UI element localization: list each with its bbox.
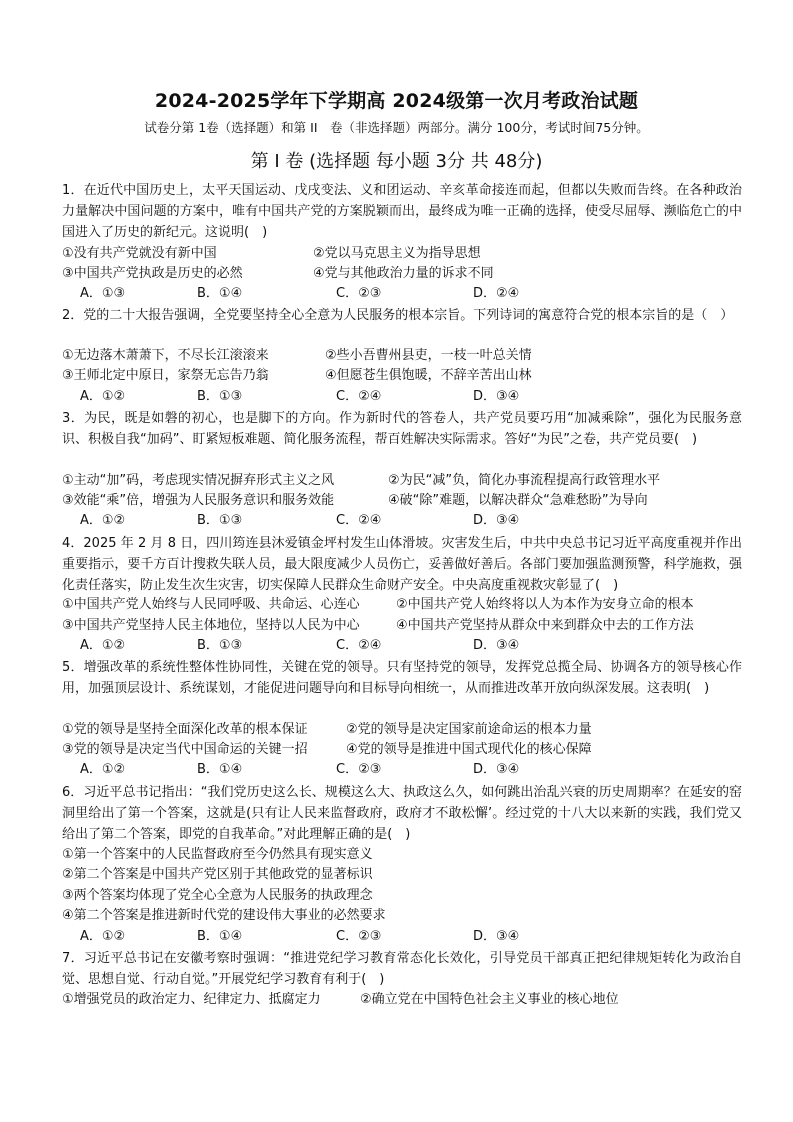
question-7-option: ②确立党在中国特色社会主义事业的核心地位 xyxy=(360,992,619,1007)
question-5-stem: 5．增强改革的系统性整体性协同性，关键在党的领导。只有坚持党的领导，发挥党总揽全局、协调各方的领导核心作用，加强顶层设计、系统谋划，才能促进问题导向和目标导向相统一，从而推进改革开放向纵深发展。这表明( ) xyxy=(62,660,742,696)
question-6-stem: 6．习近平总书记指出：“我们党历史这么长、规模这么大、执政这么久，如何跳出治乱兴衰的历史周期率？在延安的窑洞里给出了第一个答案，这就是(只有让人民来监督政府，政府才不敢松懈’。经过党的十八大以来新的实践，我们党又给出了第二个答案，即党的自我革命。”对此理解正确的是( ) xyxy=(62,785,742,842)
question-4-answer-b[interactable]: B．①③ xyxy=(197,638,243,653)
question-6-option: ③两个答案均体现了党全心全意为人民服务的执政理念 xyxy=(62,888,373,903)
question-4-option: ①中国共产党人始终与人民同呼吸、共命运、心连心 xyxy=(62,597,360,612)
question-2-answer-c[interactable]: C．②④ xyxy=(336,389,382,404)
question-6-answer-b[interactable]: B．①④ xyxy=(197,929,243,944)
question-3-option: ②为民“减”负，简化办事流程提高行政管理水平 xyxy=(388,473,661,488)
question-2-answer-b[interactable]: B．①③ xyxy=(197,389,243,404)
section-heading: 第 I 卷 (选择题 每小题 3分 共 48分) xyxy=(250,151,543,172)
question-2-answer-a[interactable]: A．①② xyxy=(80,389,126,404)
question-7-option: ①增强党员的政治定力、纪律定力、抵腐定力 xyxy=(62,992,321,1007)
question-7-stem: 7．习近平总书记在安徽考察时强调：“推进党纪学习教育常态化长效化，引导党员干部真正把纪律规矩转化为政治自觉、思想自觉、行动自觉。”开展党纪学习教育有利于( ) xyxy=(62,951,742,987)
question-1-answer-c[interactable]: C．②③ xyxy=(336,286,382,301)
question-3-option: ③效能“乘”倍，增强为人民服务意识和服务效能 xyxy=(62,493,335,508)
question-5-answer-d[interactable]: D．③④ xyxy=(473,762,520,777)
question-2-answer-d[interactable]: D．③④ xyxy=(473,389,520,404)
question-4-option: ③中国共产党坚持人民主体地位，坚持以人民为中心 xyxy=(62,618,360,633)
question-1-option: ④党与其他政治力量的诉求不同 xyxy=(313,266,494,281)
question-5-answer-b[interactable]: B．①④ xyxy=(197,762,243,777)
question-4-option: ②中国共产党人始终将以人为本作为安身立命的根本 xyxy=(396,597,694,612)
question-3-option: ①主动“加”码，考虑现实情况摒弃形式主义之风 xyxy=(62,473,335,488)
question-1-answer-d[interactable]: D．②④ xyxy=(473,286,520,301)
question-6-answer-a[interactable]: A．①② xyxy=(80,929,126,944)
exam-title: 2024-2025学年下学期高 2024级第一次月考政治试题 xyxy=(154,90,639,112)
question-5-option: ③党的领导是决定当代中国命运的关键一招 xyxy=(62,742,308,757)
question-1-answer-b[interactable]: B．①④ xyxy=(197,286,243,301)
question-4-answer-a[interactable]: A．①② xyxy=(80,638,126,653)
question-3-answer-d[interactable]: D．③④ xyxy=(473,513,520,528)
question-1-stem: 1．在近代中国历史上，太平天国运动、戊戌变法、义和团运动、辛亥革命接连而起，但都以失败而告终。在各种政治力量解决中国问题的方案中，唯有中国共产党的方案脱颖而出，最终成为唯一正确的选择，使受尽屈辱、濒临危亡的中国进入了历史的新纪元。这说明( ) xyxy=(62,183,742,240)
question-1-option: ②党以马克思主义为指导思想 xyxy=(313,246,481,261)
question-4-answer-d[interactable]: D．③④ xyxy=(473,638,520,653)
question-2-option: ④但愿苍生俱饱暖，不辞辛苦出山林 xyxy=(325,368,532,383)
question-3-answer-b[interactable]: B．①③ xyxy=(197,513,243,528)
question-5-option: ①党的领导是坚持全面深化改革的根本保证 xyxy=(62,722,308,737)
exam-instructions: 试卷分第 1卷（选择题）和第 II 卷（非选择题）两部分。满分 100分，考试时间75分钟。 xyxy=(144,120,649,135)
question-3-answer-a[interactable]: A．①② xyxy=(80,513,126,528)
question-6-option: ①第一个答案中的人民监督政府至今仍然具有现实意义 xyxy=(62,847,373,862)
question-6-option: ②第二个答案是中国共产党区别于其他政党的显著标识 xyxy=(62,867,373,882)
question-5-answer-c[interactable]: C．②③ xyxy=(336,762,382,777)
question-1-answer-a[interactable]: A．①③ xyxy=(80,286,126,301)
question-2-stem: 2．党的二十大报告强调，全党要坚持全心全意为人民服务的根本宗旨。下列诗词的寓意符合党的根本宗旨的是（ ） xyxy=(62,308,734,323)
question-4-answer-c[interactable]: C．②④ xyxy=(336,638,382,653)
question-2-option: ③王师北定中原日，家祭无忘告乃翁 xyxy=(62,368,269,383)
question-6-option: ④第二个答案是推进新时代党的建设伟大事业的必然要求 xyxy=(62,908,386,923)
question-6-answer-d[interactable]: D．③④ xyxy=(473,929,520,944)
question-1-option: ③中国共产党执政是历史的必然 xyxy=(62,266,243,281)
question-5-answer-a[interactable]: A．①② xyxy=(80,762,126,777)
question-5-option: ④党的领导是推进中国式现代化的核心保障 xyxy=(346,742,592,757)
question-4-stem: 4．2025 年 2 月 8 日，四川筠连县沐爱镇金坪村发生山体滑坡。灾害发生后，中共中央总书记习近平高度重视并作出重要指示，要千方百计搜救失联人员，最大限度减少人员伤亡，妥善做好善后。各部门要加强监测预警，科学施救，强化责任落实，防止发生次生灾害，切实保障人民群众生命财产安全。中央高度重视救灾彰显了( ) xyxy=(62,536,742,593)
question-1-option: ①没有共产党就没有新中国 xyxy=(62,246,217,261)
question-6-answer-c[interactable]: C．②③ xyxy=(336,929,382,944)
question-2-option: ②些小吾曹州县吏，一枝一叶总关情 xyxy=(325,348,532,363)
question-3-answer-c[interactable]: C．②④ xyxy=(336,513,382,528)
question-4-option: ④中国共产党坚持从群众中来到群众中去的工作方法 xyxy=(396,618,694,633)
question-2-option: ①无边落木萧萧下，不尽长江滚滚来 xyxy=(62,348,269,363)
question-5-option: ②党的领导是决定国家前途命运的根本力量 xyxy=(346,722,592,737)
question-3-option: ④破“除”难题，以解决群众“急难愁盼”为导向 xyxy=(388,493,648,508)
question-3-stem: 3．为民，既是如磐的初心，也是脚下的方向。作为新时代的答卷人，共产党员要巧用“加减乘除”，强化为民服务意识、积极自我“加码”、盯紧短板难题、简化服务流程，帮百姓解决实际需求。答好“为民”之卷，共产党员要( ) xyxy=(62,411,742,447)
